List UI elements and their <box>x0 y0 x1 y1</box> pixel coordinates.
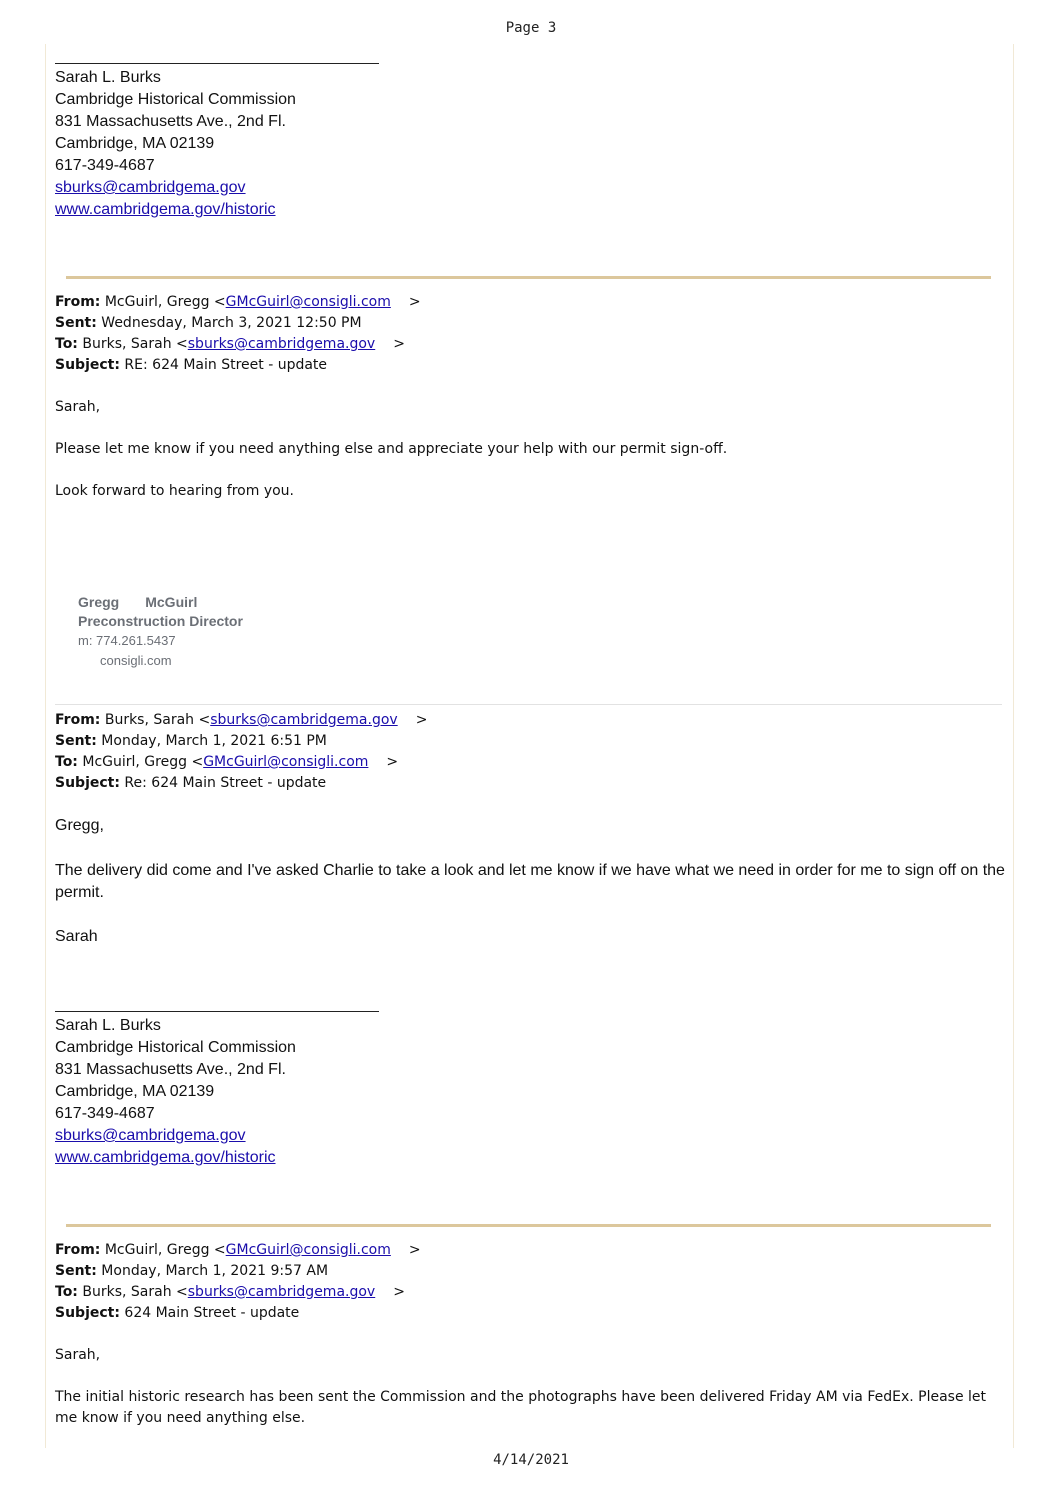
signature-email-link[interactable]: sburks@cambridgema.gov <box>55 1127 246 1144</box>
left-margin-rule <box>45 44 46 1448</box>
angle-bracket: > <box>415 712 428 728</box>
signature-email-link[interactable]: sburks@cambridgema.gov <box>55 179 246 196</box>
subject-label: Subject: <box>55 775 120 791</box>
sent-date: Monday, March 1, 2021 9:57 AM <box>101 1263 329 1279</box>
from-label: From: <box>55 1242 101 1258</box>
to-email-link[interactable]: sburks@cambridgema.gov <box>187 336 376 352</box>
from-name: McGuirl, Gregg < <box>104 1242 226 1258</box>
from-email-link[interactable]: GMcGuirl@consigli.com <box>225 1242 391 1258</box>
page-date-footer: 4/14/2021 <box>493 1452 569 1468</box>
gregg-signature-name <box>78 593 243 612</box>
to-line <box>55 1282 421 1303</box>
subject-line <box>55 355 421 376</box>
sent-line <box>55 1261 421 1282</box>
subject-line <box>55 773 427 794</box>
right-margin-rule <box>1013 44 1014 1448</box>
message-separator <box>66 1224 991 1227</box>
angle-bracket: > <box>408 1242 421 1258</box>
signature-block <box>55 67 296 221</box>
to-line <box>55 334 421 355</box>
to-email-link[interactable]: sburks@cambridgema.gov <box>187 1284 376 1300</box>
to-email-link[interactable]: GMcGuirl@consigli.com <box>203 754 369 770</box>
email-paragraph: The initial historic research has been sent the Commission and the photographs have been delivered Friday AM via FedEx. Please let me know if you need anything else. <box>55 1389 987 1426</box>
signature-address: 831 Massachusetts Ave., 2nd Fl. <box>55 1061 286 1078</box>
signature-name: Sarah L. Burks <box>55 1017 161 1034</box>
subject-text: Re: 624 Main Street - update <box>124 775 327 791</box>
from-name: McGuirl, Gregg < <box>104 294 226 310</box>
email-paragraph: Look forward to hearing from you. <box>55 483 294 499</box>
from-email-link[interactable]: sburks@cambridgema.gov <box>210 712 398 728</box>
from-line <box>55 710 427 731</box>
message-separator <box>55 704 1002 705</box>
sent-date: Monday, March 1, 2021 6:51 PM <box>101 733 327 749</box>
signature-city: Cambridge, MA 02139 <box>55 135 215 152</box>
signature-org: Cambridge Historical Commission <box>55 1039 296 1056</box>
angle-bracket: > <box>393 1284 405 1300</box>
gregg-signature-website: consigli.com <box>100 653 172 668</box>
signature-phone: 617-349-4687 <box>55 1105 155 1122</box>
signature-rule <box>55 63 379 64</box>
from-label: From: <box>55 294 101 310</box>
sent-label: Sent: <box>55 733 97 749</box>
email-paragraph: The delivery did come and I've asked Charlie to take a look and let me know if we have what we need in order for me to sign off on the permit. <box>55 862 1005 901</box>
gregg-signature-mobile: m: 774.261.5437 <box>78 633 176 648</box>
sent-line <box>55 731 427 752</box>
message-separator <box>66 276 991 279</box>
email-greeting: Sarah, <box>55 1347 101 1363</box>
signature-block <box>55 1015 296 1169</box>
email-paragraph: Please let me know if you need anything else and appreciate your help with our permit sign-off. <box>55 441 728 457</box>
gregg-signature-title: Preconstruction Director <box>78 613 243 629</box>
signature-rule <box>55 1011 379 1012</box>
subject-label: Subject: <box>55 357 120 373</box>
from-email-link[interactable]: GMcGuirl@consigli.com <box>225 294 391 310</box>
signature-city: Cambridge, MA 02139 <box>55 1083 215 1100</box>
signature-name: Sarah L. Burks <box>55 69 161 86</box>
signature-website-link[interactable]: www.cambridgema.gov/historic <box>55 201 276 218</box>
subject-label: Subject: <box>55 1305 120 1321</box>
angle-bracket: > <box>386 754 399 770</box>
email-closing: Sarah <box>55 928 98 945</box>
from-line <box>55 292 421 313</box>
signature-phone: 617-349-4687 <box>55 157 155 174</box>
to-label: To: <box>55 336 78 352</box>
last-name: McGuirl <box>145 594 198 610</box>
signature-address: 831 Massachusetts Ave., 2nd Fl. <box>55 113 286 130</box>
to-name: Burks, Sarah < <box>82 1284 188 1300</box>
angle-bracket: > <box>408 294 421 310</box>
first-name: Gregg <box>78 594 120 610</box>
from-line <box>55 1240 421 1261</box>
gregg-signature <box>78 593 243 672</box>
from-name: Burks, Sarah < <box>104 712 211 728</box>
subject-text: RE: 624 Main Street - update <box>124 357 328 373</box>
signature-website-link[interactable]: www.cambridgema.gov/historic <box>55 1149 276 1166</box>
email-greeting: Gregg, <box>55 817 104 834</box>
email-header <box>55 1240 421 1324</box>
subject-text: 624 Main Street - update <box>124 1305 300 1321</box>
to-name: McGuirl, Gregg < <box>82 754 204 770</box>
from-label: From: <box>55 712 101 728</box>
sent-line <box>55 313 421 334</box>
to-line <box>55 752 427 773</box>
email-header <box>55 710 427 794</box>
signature-org: Cambridge Historical Commission <box>55 91 296 108</box>
to-label: To: <box>55 1284 78 1300</box>
to-label: To: <box>55 754 78 770</box>
subject-line <box>55 1303 421 1324</box>
to-name: Burks, Sarah < <box>82 336 188 352</box>
sent-label: Sent: <box>55 1263 97 1279</box>
sent-label: Sent: <box>55 315 97 331</box>
angle-bracket: > <box>393 336 405 352</box>
sent-date: Wednesday, March 3, 2021 12:50 PM <box>101 315 362 331</box>
page-number: Page 3 <box>505 20 557 36</box>
email-header <box>55 292 421 376</box>
email-greeting: Sarah, <box>55 399 101 415</box>
